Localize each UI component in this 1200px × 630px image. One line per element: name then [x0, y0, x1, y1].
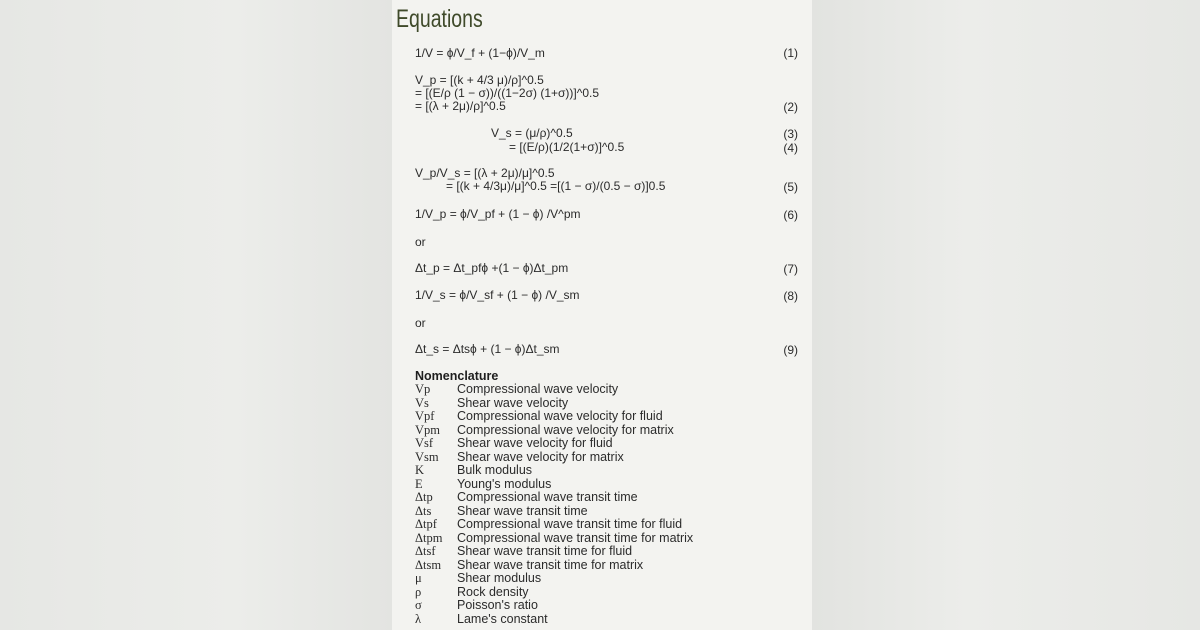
nomenclature-item [415, 572, 693, 586]
nomenclature-definition: Compressional wave transit time [457, 490, 638, 504]
equation-number-8: (8) [783, 289, 798, 303]
equation-number-2: (2) [783, 100, 798, 114]
nomenclature-definition: Bulk modulus [457, 463, 533, 477]
nomenclature-item [415, 464, 693, 478]
nomenclature-item [415, 410, 693, 424]
equation-8: 1/V_s = ϕ/V_sf + (1 − ϕ) /V_sm [415, 288, 580, 302]
nomenclature-definition: Compressional wave velocity for matrix [457, 422, 674, 437]
nomenclature-symbol: Δtpm [415, 530, 443, 545]
or-connector-1: or [415, 235, 426, 249]
nomenclature-list [415, 383, 693, 626]
nomenclature-definition: Shear wave velocity for matrix [457, 449, 624, 464]
background-left [0, 0, 392, 630]
nomenclature-item [415, 424, 693, 438]
nomenclature-symbol: λ [415, 611, 422, 626]
nomenclature-definition: Shear modulus [457, 571, 542, 585]
equation-5-line-1: V_p/V_s = [(λ + 2μ)/μ]^0.5 [415, 166, 555, 180]
nomenclature-item [415, 478, 693, 492]
nomenclature-item [415, 586, 693, 600]
equation-number-1: (1) [783, 46, 798, 60]
nomenclature-symbol: Vs [415, 395, 429, 410]
equation-number-3: (3) [783, 127, 798, 141]
nomenclature-symbol: K [415, 463, 425, 477]
equation-2-line-3: = [(λ + 2μ)/ρ]^0.5 [415, 99, 506, 113]
nomenclature-item [415, 599, 693, 613]
nomenclature-heading: Nomenclature [415, 369, 499, 383]
page-title: Equations [396, 5, 483, 33]
background-right [812, 0, 1200, 630]
nomenclature-item [415, 532, 693, 546]
nomenclature-item [415, 451, 693, 465]
nomenclature-definition: Rock density [457, 584, 529, 599]
nomenclature-item [415, 545, 693, 559]
nomenclature-definition: Shear wave velocity for fluid [457, 436, 613, 450]
nomenclature-item [415, 559, 693, 573]
nomenclature-item [415, 397, 693, 411]
nomenclature-symbol: Vpm [415, 422, 440, 437]
nomenclature-definition: Shear wave velocity [457, 395, 569, 410]
equation-6: 1/V_p = ϕ/V_pf + (1 − ϕ) /V^pm [415, 207, 581, 221]
nomenclature-definition: Compressional wave transit time for matrix [457, 530, 694, 545]
nomenclature-item [415, 437, 693, 451]
equation-1: 1/V = ϕ/V_f + (1−ϕ)/V_m [415, 46, 545, 60]
equation-3: V_s = (μ/ρ)^0.5 [491, 126, 573, 140]
nomenclature-item [415, 505, 693, 519]
or-connector-2: or [415, 316, 426, 330]
nomenclature-item [415, 383, 693, 397]
equation-number-6: (6) [783, 208, 798, 222]
nomenclature-symbol: E [415, 476, 423, 491]
nomenclature-definition: Young's modulus [457, 476, 552, 491]
equation-number-9: (9) [783, 343, 798, 357]
document-page [392, 0, 812, 630]
equation-number-7: (7) [783, 262, 798, 276]
nomenclature-symbol: Δtp [415, 490, 433, 504]
nomenclature-definition: Lame's constant [457, 611, 548, 626]
equation-5-line-2: = [(k + 4/3μ)/μ]^0.5 =[(1 − σ)/(0.5 − σ)]0.5 [446, 179, 666, 193]
nomenclature-definition: Compressional wave transit time for fluid [457, 517, 683, 531]
nomenclature-item [415, 518, 693, 532]
equation-4: = [(E/ρ)(1/2(1+σ)]^0.5 [509, 140, 625, 154]
nomenclature-definition: Compressional wave velocity for fluid [457, 409, 663, 423]
nomenclature-definition: Shear wave transit time for matrix [457, 557, 644, 572]
nomenclature-definition: Compressional wave velocity [457, 382, 619, 396]
equation-number-4: (4) [783, 141, 798, 155]
nomenclature-symbol: Vpf [415, 409, 435, 423]
equation-7: Δt_p = Δt_pfϕ +(1 − ϕ)Δt_pm [415, 261, 569, 275]
equation-2-line-1: V_p = [(k + 4/3 μ)/ρ]^0.5 [415, 73, 544, 87]
nomenclature-symbol: Vp [415, 382, 431, 396]
nomenclature-symbol: Vsf [415, 436, 434, 450]
nomenclature-symbol: μ [415, 571, 422, 585]
equation-2-line-2: = [(E/ρ (1 − σ))/((1−2σ) (1+σ))]^0.5 [415, 86, 600, 100]
nomenclature-symbol: Δtsf [415, 544, 436, 558]
nomenclature-symbol: Δtpf [415, 517, 437, 531]
nomenclature-symbol: Vsm [415, 449, 439, 464]
nomenclature-symbol: ρ [415, 584, 422, 599]
nomenclature-symbol: Δts [415, 503, 432, 518]
nomenclature-definition: Poisson's ratio [457, 598, 538, 612]
nomenclature-symbol: σ [415, 598, 422, 612]
equation-9: Δt_s = Δtsϕ + (1 − ϕ)Δt_sm [415, 342, 560, 356]
nomenclature-symbol: Δtsm [415, 557, 442, 572]
nomenclature-item [415, 491, 693, 505]
nomenclature-definition: Shear wave transit time [457, 503, 588, 518]
nomenclature-item [415, 613, 693, 627]
equation-number-5: (5) [783, 180, 798, 194]
nomenclature-definition: Shear wave transit time for fluid [457, 544, 633, 558]
